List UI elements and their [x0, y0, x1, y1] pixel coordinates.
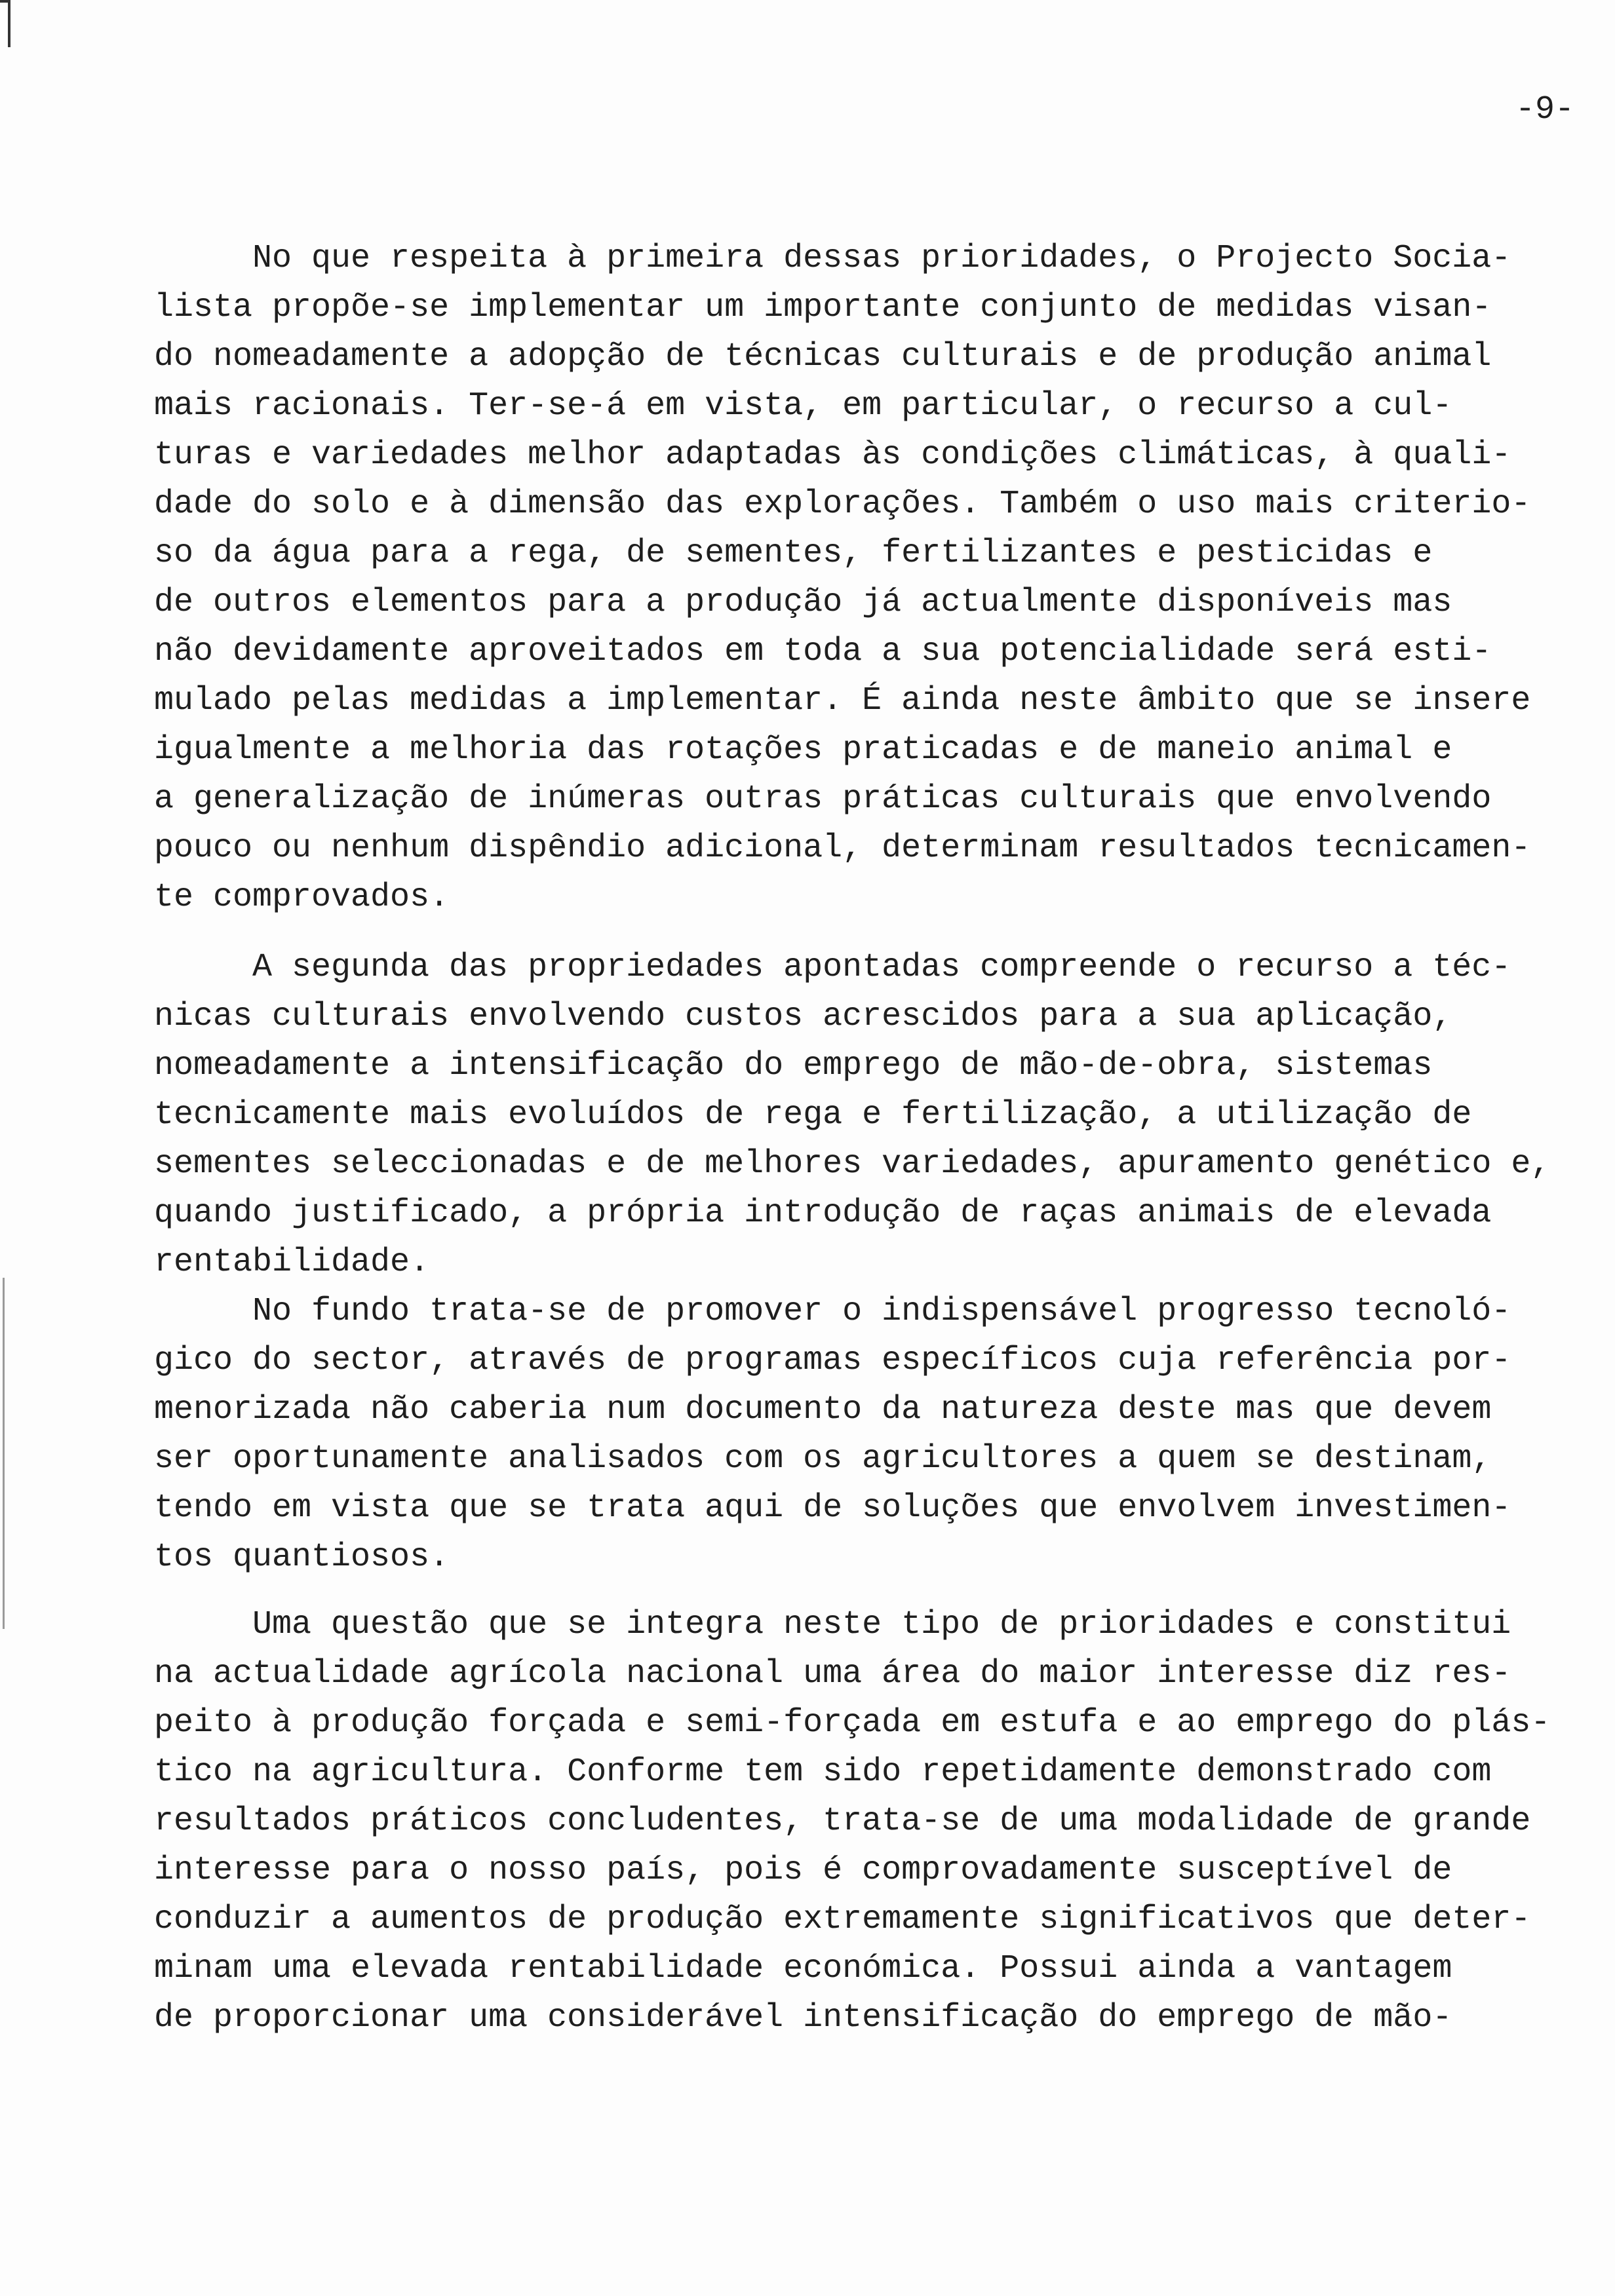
text-line: pouco ou nenhum dispêndio adicional, determinam resultados tecnicamen-	[154, 830, 1531, 867]
text-line: No fundo trata-se de promover o indispensável progresso tecnoló-	[252, 1293, 1511, 1330]
text-line: dade do solo e à dimensão das explorações. Também o uso mais criterio-	[154, 486, 1531, 523]
text-line: quando justificado, a própria introdução de raças animais de elevada	[154, 1195, 1492, 1232]
text-line: não devidamente aproveitados em toda a sua potencialidade será esti-	[154, 633, 1492, 670]
text-line: a generalização de inúmeras outras práticas culturais que envolvendo	[154, 780, 1492, 818]
text-line: tendo em vista que se trata aqui de soluções que envolvem investimen-	[154, 1489, 1511, 1527]
paragraph-2	[154, 943, 1583, 1287]
text-line: na actualidade agrícola nacional uma área do maior interesse diz res-	[154, 1655, 1511, 1693]
text-line: sementes seleccionadas e de melhores variedades, apuramento genético e,	[154, 1145, 1551, 1183]
text-line: No que respeita à primeira dessas prioridades, o Projecto Socia-	[252, 240, 1511, 277]
text-line: tecnicamente mais evoluídos de rega e fertilização, a utilização de	[154, 1096, 1472, 1134]
paragraph-3	[154, 1287, 1583, 1582]
text-line: de outros elementos para a produção já actualmente disponíveis mas	[154, 584, 1452, 621]
text-line: tos quantiosos.	[154, 1539, 450, 1576]
paragraph-4	[154, 1600, 1583, 2042]
text-line: de proporcionar uma considerável intensificação do emprego de mão-	[154, 1999, 1452, 2037]
scan-corner-mark	[0, 0, 10, 47]
text-line: te comprovados.	[154, 879, 450, 916]
text-line: do nomeadamente a adopção de técnicas culturais e de produção animal	[154, 338, 1492, 375]
text-line: nomeadamente a intensificação do emprego de mão-de-obra, sistemas	[154, 1047, 1433, 1084]
scan-edge-line	[3, 1278, 5, 1629]
text-line: peito à produção forçada e semi-forçada em estufa e ao emprego do plás-	[154, 1704, 1551, 1742]
text-line: nicas culturais envolvendo custos acrescidos para a sua aplicação,	[154, 998, 1452, 1035]
text-line: tico na agricultura. Conforme tem sido repetidamente demonstrado com	[154, 1753, 1492, 1791]
text-line: so da água para a rega, de sementes, fertilizantes e pesticidas e	[154, 535, 1433, 572]
text-line: A segunda das propriedades apontadas compreende o recurso a téc-	[252, 949, 1511, 986]
text-line: lista propõe-se implementar um importante conjunto de medidas visan-	[154, 289, 1492, 326]
page-number: -9-	[1515, 91, 1575, 128]
text-line: igualmente a melhoria das rotações praticadas e de maneio animal e	[154, 731, 1452, 769]
text-line: menorizada não caberia num documento da natureza deste mas que devem	[154, 1391, 1492, 1428]
text-line: ser oportunamente analisados com os agricultores a quem se destinam,	[154, 1440, 1492, 1478]
text-line: rentabilidade.	[154, 1244, 430, 1281]
text-line: mulado pelas medidas a implementar. É ainda neste âmbito que se insere	[154, 682, 1531, 719]
text-line: Uma questão que se integra neste tipo de prioridades e constitui	[252, 1606, 1511, 1643]
text-line: interesse para o nosso país, pois é comprovadamente susceptível de	[154, 1852, 1452, 1889]
paragraph-1	[154, 234, 1583, 922]
text-line: turas e variedades melhor adaptadas às condições climáticas, à quali-	[154, 436, 1511, 474]
text-line: conduzir a aumentos de produção extremamente significativos que deter-	[154, 1901, 1531, 1938]
text-line: gico do sector, através de programas específicos cuja referência por-	[154, 1342, 1511, 1379]
text-line: resultados práticos concludentes, trata-se de uma modalidade de grande	[154, 1803, 1531, 1840]
text-line: minam uma elevada rentabilidade económica. Possui ainda a vantagem	[154, 1950, 1452, 1987]
text-line: mais racionais. Ter-se-á em vista, em particular, o recurso a cul-	[154, 387, 1452, 425]
